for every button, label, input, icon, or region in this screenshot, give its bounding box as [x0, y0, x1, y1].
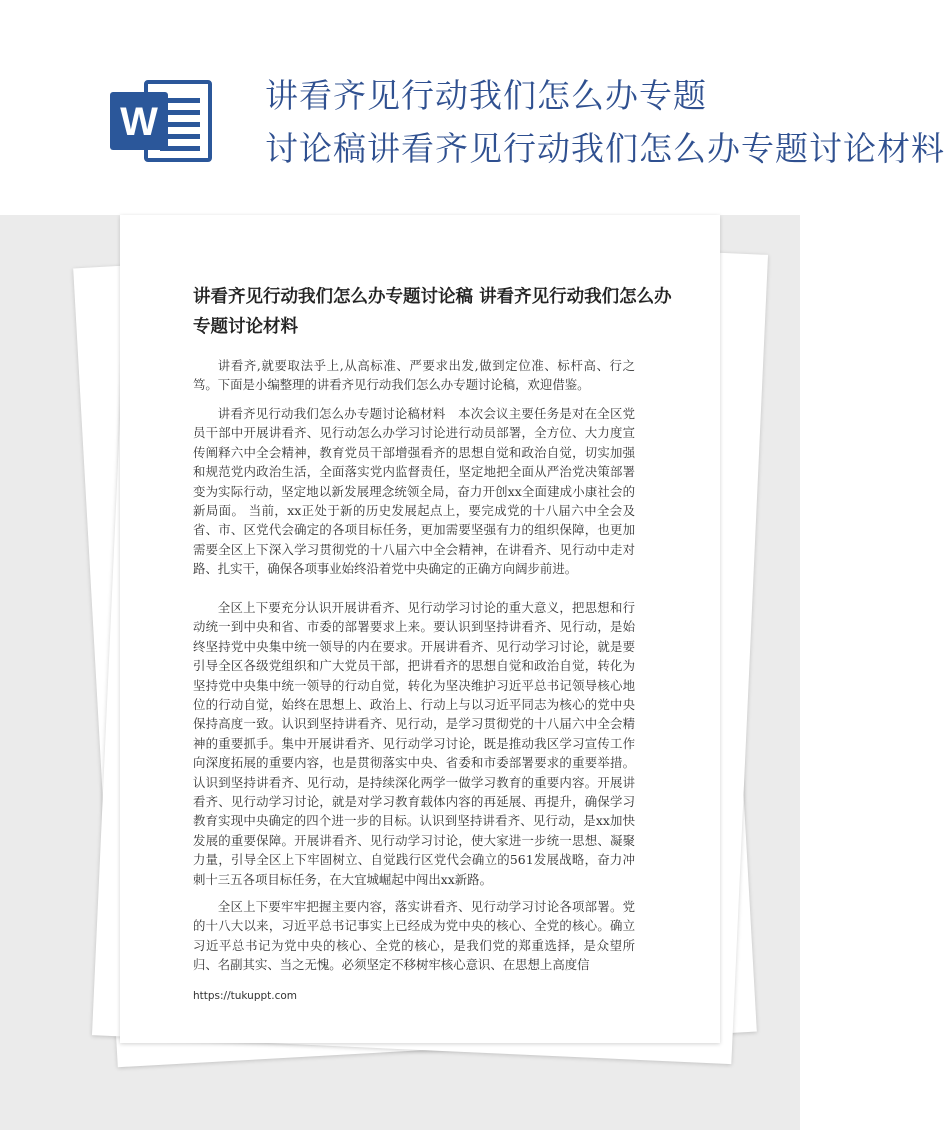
- banner-title-line-2: 讨论稿讲看齐见行动我们怎么办专题讨论材料: [265, 129, 945, 168]
- paragraph-body-3: 全区上下要牢牢把握主要内容，落实讲看齐、见行动学习讨论各项部署。党的十八大以来，习近平总书记事实上已经成为党中央的核心、全党的核心。确立习近平总书记为党中央的核心、全党的核心，是我们党的郑重选择，是众望所归、名副其实、当之无愧。必须坚定不移树牢核心意识、在思想上高度信: [193, 899, 635, 973]
- paragraph-body-1: 讲看齐见行动我们怎么办专题讨论稿材料 本次会议主要任务是对在全区党员干部中开展讲看齐、见行动怎么办学习讨论进行动员部署，全方位、大力度宣传阐释六中全会精神，教育党员干部增强看齐的思想自觉和政治自觉，切实加强和规范党内政治生活，全面落实党内监督责任，坚定地把全面从严治党决策部署变为实际行动，坚定地以新发展理念统领全局，奋力开创xx全面建成小康社会的新局面。 当前，xx正处于新的历史发展起点上，要完成党的十八届六中全会及省、市、区党代会确定的各项目标任务，更加需要坚强有力的组织保障，也更加需要全区上下深入学习贯彻党的十八届六中全会精神，在讲看齐、见行动中走对路、扎实干，确保各项事业始终沿着党中央确定的正确方向阔步前进。: [193, 406, 635, 577]
- banner-title-line-1: 讲看齐见行动我们怎么办专题: [265, 76, 707, 115]
- document-title: 讲看齐见行动我们怎么办专题讨论稿 讲看齐见行动我们怎么办专题讨论材料: [193, 287, 672, 337]
- header-banner: [0, 0, 945, 215]
- paragraph-intro: 讲看齐,就要取法乎上,从高标准、严要求出发,做到定位准、标杆高、行之笃。下面是小编整理的讲看齐见行动我们怎么办专题讨论稿，欢迎借鉴。: [193, 358, 635, 393]
- footer-url-link[interactable]: https://tukuppt.com: [193, 990, 298, 1002]
- word-icon-letter: W: [120, 100, 158, 144]
- word-document-icon: [108, 76, 218, 166]
- paragraph-body-2: 全区上下要充分认识开展讲看齐、见行动学习讨论的重大意义，把思想和行动统一到中央和省、市委的部署要求上来。要认识到坚持讲看齐、见行动，是始终坚持党中央集中统一领导的内在要求。开展讲看齐、见行动学习讨论，就是要引导全区各级党组织和广大党员干部，把讲看齐的思想自觉和政治自觉，转化为坚持党中央集中统一领导的行动自觉，转化为坚决维护习近平总书记领导核心地位的行动自觉，始终在思想上、政治上、行动上与以习近平同志为核心的党中央保持高度一致。认识到坚持讲看齐、见行动，是学习贯彻党的十八届六中全会精神的重要抓手。集中开展讲看齐、见行动学习讨论，既是推动我区学习宣传工作向深度拓展的重要内容，也是贯彻落实中央、省委和市委部署要求的重要举措。认识到坚持讲看齐、见行动，是持续深化两学一做学习教育的重要内容。开展讲看齐、见行动学习讨论，就是对学习教育载体内容的再延展、再提升，确保学习教育实现中央确定的四个进一步的目标。认识到坚持讲看齐、见行动，是xx加快发展的重要保障。开展讲看齐、见行动学习讨论，使大家进一步统一思想、凝聚力量，引导全区上下牢固树立、自觉践行区党代会确立的561发展战略，奋力冲刺十三五各项目标任务，在大宜城崛起中闯出xx新路。: [193, 600, 635, 887]
